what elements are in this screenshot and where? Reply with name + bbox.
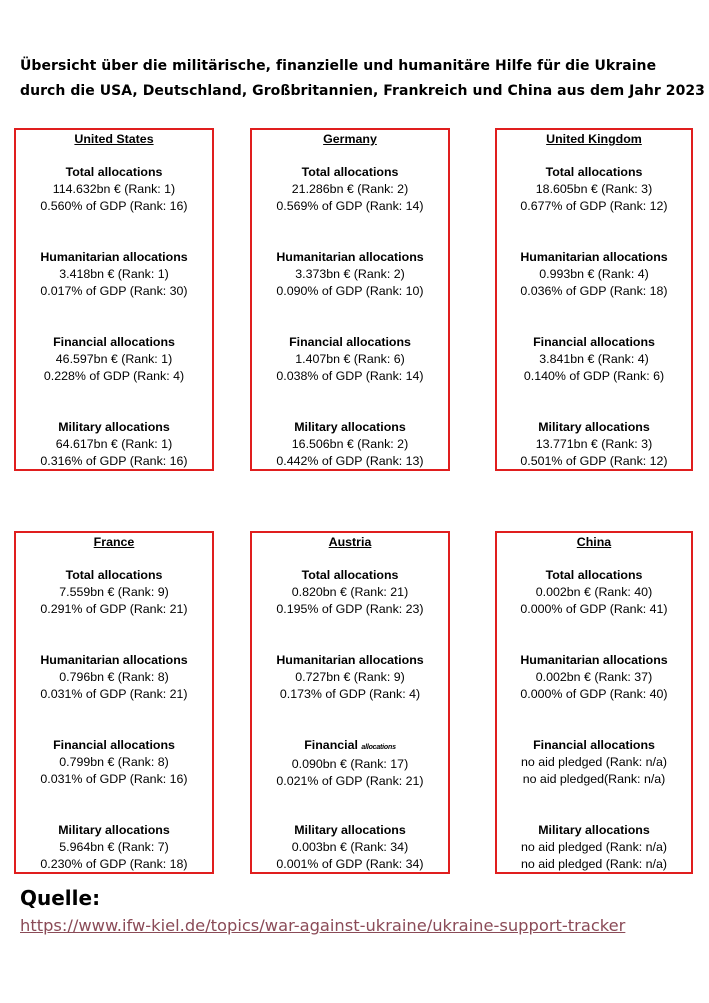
military-allocations-label <box>252 822 448 839</box>
total-allocations-label <box>497 164 691 181</box>
humanitarian-amount: 0.727bn € (Rank: 9) <box>295 670 405 684</box>
military-gdp-share: 0.316% of GDP (Rank: 16) <box>40 454 188 468</box>
humanitarian-amount: 0.796bn € (Rank: 8) <box>59 670 169 684</box>
humanitarian-amount: 3.373bn € (Rank: 2) <box>295 267 405 281</box>
military-allocations-block <box>16 822 212 873</box>
section-label-text: Financial <box>304 738 358 752</box>
humanitarian-allocations-label <box>16 652 212 669</box>
humanitarian-allocations-label <box>252 652 448 669</box>
humanitarian-allocations-block <box>497 249 691 300</box>
humanitarian-gdp-share: 0.090% of GDP (Rank: 10) <box>276 284 424 298</box>
military-allocations-block <box>252 822 448 873</box>
military-allocations-label <box>497 822 691 839</box>
section-label-text: Total allocations <box>545 165 643 179</box>
section-label-text: Total allocations <box>301 568 399 582</box>
section-label-text: Military allocations <box>538 823 650 837</box>
humanitarian-allocations-block <box>16 652 212 703</box>
military-allocations-label <box>16 822 212 839</box>
total-amount: 114.632bn € (Rank: 1) <box>52 182 176 196</box>
military-amount: no aid pledged (Rank: n/a) <box>520 840 668 854</box>
financial-allocations-block <box>16 737 212 788</box>
total-gdp-share: 0.560% of GDP (Rank: 16) <box>40 199 188 213</box>
section-label-text: Military allocations <box>294 420 406 434</box>
total-allocations-block <box>252 567 448 618</box>
title-line-2: durch die USA, Deutschland, Großbritannien, Frankreich und China aus dem Jahr 2023 <box>20 83 705 99</box>
financial-allocations-label <box>16 334 212 351</box>
section-label-text: Financial allocations <box>533 738 655 752</box>
humanitarian-amount: 0.002bn € (Rank: 37) <box>535 670 653 684</box>
financial-allocations-label <box>252 737 448 756</box>
section-label-text: Humanitarian allocations <box>40 653 188 667</box>
country-card-germany <box>250 128 450 471</box>
total-allocations-label <box>16 567 212 584</box>
total-allocations-block <box>497 567 691 618</box>
financial-amount: 46.597bn € (Rank: 1) <box>55 352 173 366</box>
total-allocations-label <box>252 567 448 584</box>
total-amount: 21.286bn € (Rank: 2) <box>291 182 409 196</box>
humanitarian-gdp-share: 0.031% of GDP (Rank: 21) <box>40 687 188 701</box>
financial-amount: 1.407bn € (Rank: 6) <box>295 352 405 366</box>
total-allocations-label <box>16 164 212 181</box>
military-allocations-label <box>497 419 691 436</box>
country-name: United States <box>74 132 154 146</box>
humanitarian-allocations-block <box>252 652 448 703</box>
humanitarian-allocations-label <box>16 249 212 266</box>
financial-allocations-block <box>497 737 691 788</box>
financial-amount: 0.090bn € (Rank: 17) <box>291 757 409 771</box>
section-label-text: Humanitarian allocations <box>276 250 424 264</box>
financial-allocations-label <box>497 334 691 351</box>
military-allocations-block <box>16 419 212 470</box>
financial-gdp-share: 0.140% of GDP (Rank: 6) <box>523 369 665 383</box>
financial-allocations-block <box>252 334 448 385</box>
humanitarian-allocations-block <box>16 249 212 300</box>
total-allocations-block <box>16 567 212 618</box>
section-label-text: Total allocations <box>65 165 163 179</box>
section-label-text: Total allocations <box>301 165 399 179</box>
total-allocations-block <box>252 164 448 215</box>
total-amount: 0.820bn € (Rank: 21) <box>291 585 409 599</box>
country-card-austria <box>250 531 450 874</box>
source-label: Quelle: <box>20 886 101 910</box>
financial-gdp-share: 0.038% of GDP (Rank: 14) <box>276 369 424 383</box>
country-name: France <box>93 535 135 549</box>
total-gdp-share: 0.000% of GDP (Rank: 41) <box>520 602 668 616</box>
financial-amount: 0.799bn € (Rank: 8) <box>59 755 169 769</box>
military-allocations-label <box>16 419 212 436</box>
total-allocations-label <box>252 164 448 181</box>
section-label-text: Total allocations <box>65 568 163 582</box>
country-name: China <box>576 535 612 549</box>
financial-gdp-share: 0.021% of GDP (Rank: 21) <box>276 774 424 788</box>
military-amount: 16.506bn € (Rank: 2) <box>291 437 409 451</box>
section-label-text: Total allocations <box>545 568 643 582</box>
section-label-text: Military allocations <box>294 823 406 837</box>
financial-amount: no aid pledged (Rank: n/a) <box>520 755 668 769</box>
section-label-text: Humanitarian allocations <box>40 250 188 264</box>
humanitarian-allocations-block <box>497 652 691 703</box>
total-gdp-share: 0.569% of GDP (Rank: 14) <box>276 199 424 213</box>
humanitarian-gdp-share: 0.173% of GDP (Rank: 4) <box>279 687 421 701</box>
humanitarian-gdp-share: 0.036% of GDP (Rank: 18) <box>520 284 668 298</box>
total-gdp-share: 0.677% of GDP (Rank: 12) <box>520 199 668 213</box>
country-card-united-kingdom <box>495 128 693 471</box>
financial-gdp-share: no aid pledged(Rank: n/a) <box>522 772 666 786</box>
section-label-text: Military allocations <box>58 823 170 837</box>
humanitarian-amount: 0.993bn € (Rank: 4) <box>539 267 649 281</box>
section-label-text: Humanitarian allocations <box>276 653 424 667</box>
total-amount: 18.605bn € (Rank: 3) <box>535 182 653 196</box>
country-card-china <box>495 531 693 874</box>
section-label-text: Financial allocations <box>53 738 175 752</box>
page-title <box>20 54 705 104</box>
humanitarian-gdp-share: 0.017% of GDP (Rank: 30) <box>40 284 188 298</box>
humanitarian-allocations-label <box>497 249 691 266</box>
country-name: Austria <box>328 535 372 549</box>
humanitarian-amount: 3.418bn € (Rank: 1) <box>59 267 169 281</box>
humanitarian-gdp-share: 0.000% of GDP (Rank: 40) <box>520 687 668 701</box>
total-allocations-block <box>16 164 212 215</box>
military-amount: 13.771bn € (Rank: 3) <box>535 437 653 451</box>
source-link[interactable]: https://www.ifw-kiel.de/topics/war-against-ukraine/ukraine-support-tracker <box>20 916 626 935</box>
humanitarian-allocations-label <box>497 652 691 669</box>
section-label-text: Military allocations <box>58 420 170 434</box>
military-amount: 0.003bn € (Rank: 34) <box>291 840 409 854</box>
title-line-1: Übersicht über die militärische, finanzielle und humanitäre Hilfe für die Ukraine <box>20 58 657 74</box>
total-amount: 0.002bn € (Rank: 40) <box>535 585 653 599</box>
financial-allocations-block <box>497 334 691 385</box>
total-amount: 7.559bn € (Rank: 9) <box>59 585 169 599</box>
financial-gdp-share: 0.031% of GDP (Rank: 16) <box>40 772 188 786</box>
military-gdp-share: no aid pledged (Rank: n/a) <box>520 857 668 871</box>
total-allocations-label <box>497 567 691 584</box>
humanitarian-allocations-label <box>252 249 448 266</box>
financial-allocations-block <box>16 334 212 385</box>
military-gdp-share: 0.001% of GDP (Rank: 34) <box>276 857 424 871</box>
military-amount: 5.964bn € (Rank: 7) <box>59 840 169 854</box>
military-amount: 64.617bn € (Rank: 1) <box>55 437 173 451</box>
total-allocations-block <box>497 164 691 215</box>
section-label-small-text: allocations <box>361 744 396 751</box>
financial-allocations-label <box>252 334 448 351</box>
country-card-united-states <box>14 128 214 471</box>
section-label-text: Financial allocations <box>289 335 411 349</box>
section-label-text: Financial allocations <box>533 335 655 349</box>
total-gdp-share: 0.291% of GDP (Rank: 21) <box>40 602 188 616</box>
military-gdp-share: 0.230% of GDP (Rank: 18) <box>40 857 188 871</box>
financial-gdp-share: 0.228% of GDP (Rank: 4) <box>43 369 185 383</box>
total-gdp-share: 0.195% of GDP (Rank: 23) <box>276 602 424 616</box>
financial-allocations-label <box>16 737 212 754</box>
country-card-france <box>14 531 214 874</box>
military-allocations-block <box>497 822 691 873</box>
military-gdp-share: 0.501% of GDP (Rank: 12) <box>520 454 668 468</box>
humanitarian-allocations-block <box>252 249 448 300</box>
military-allocations-block <box>252 419 448 470</box>
section-label-text: Humanitarian allocations <box>520 653 668 667</box>
section-label-text: Humanitarian allocations <box>520 250 668 264</box>
country-name: United Kingdom <box>546 132 642 146</box>
financial-allocations-label <box>497 737 691 754</box>
country-name: Germany <box>323 132 377 146</box>
section-label-text: Financial allocations <box>53 335 175 349</box>
financial-amount: 3.841bn € (Rank: 4) <box>539 352 649 366</box>
military-allocations-block <box>497 419 691 470</box>
section-label-text: Military allocations <box>538 420 650 434</box>
military-gdp-share: 0.442% of GDP (Rank: 13) <box>276 454 424 468</box>
military-allocations-label <box>252 419 448 436</box>
financial-allocations-block <box>252 737 448 790</box>
